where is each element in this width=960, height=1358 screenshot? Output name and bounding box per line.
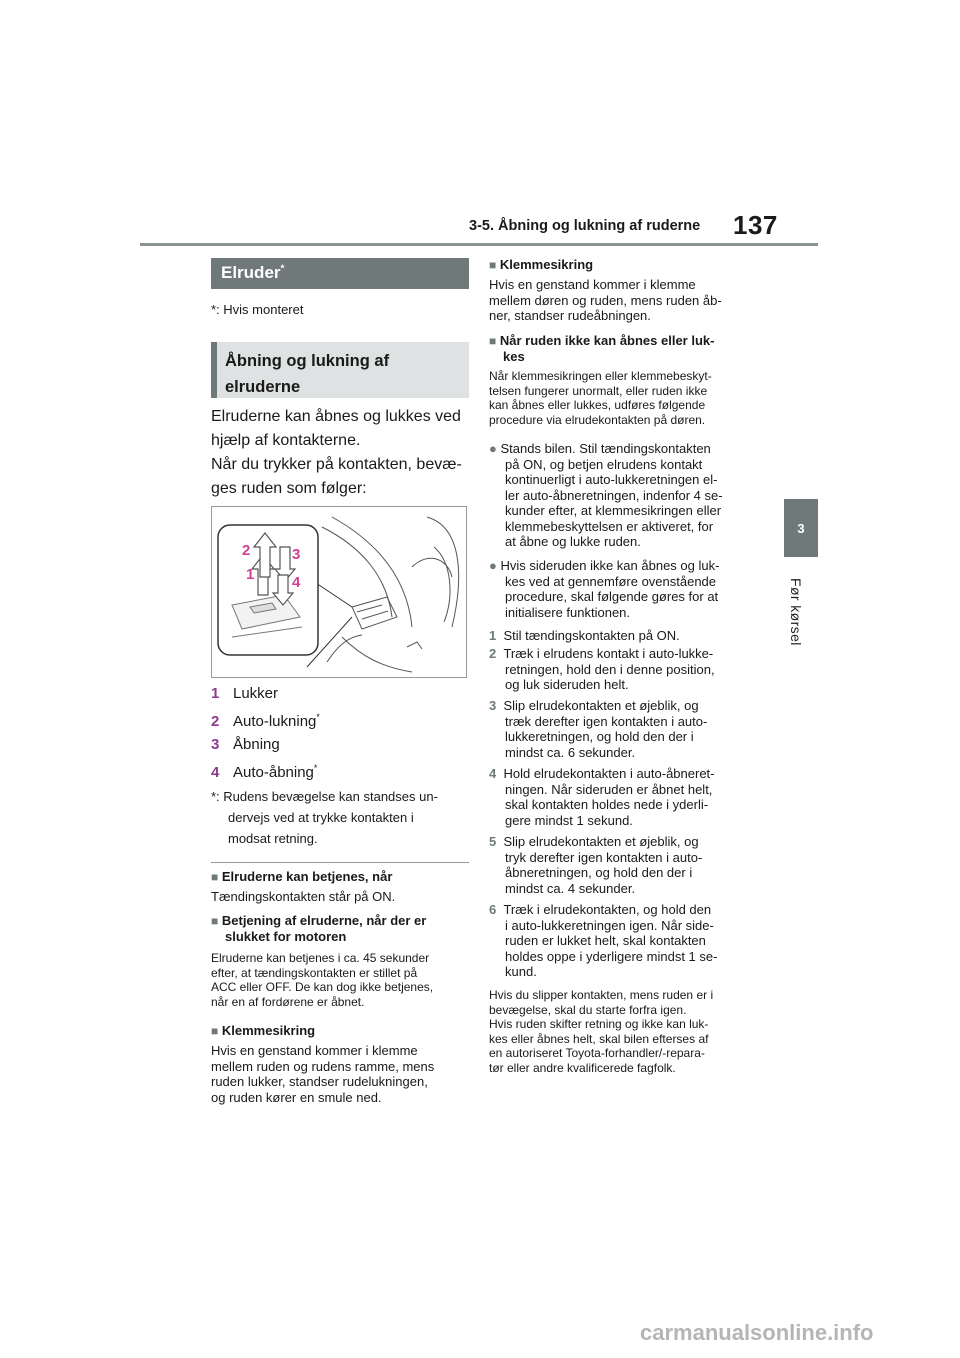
banner-text: Elruder: [221, 263, 281, 282]
legend-number: 2: [211, 713, 220, 730]
body-line: Hvis du slipper kontakten, mens ruden er i: [489, 988, 714, 1002]
step-line: retningen, hold den i denne position,: [505, 661, 715, 677]
figure-label: 1: [246, 566, 255, 583]
square-bullet-icon: ■: [211, 914, 219, 928]
body-line: Hvis ruden skifter retning og ikke kan luk-: [489, 1017, 709, 1031]
step-number: 1: [489, 628, 497, 643]
body-line: kan åbnes eller lukkes, udføres følgende: [489, 398, 706, 412]
bullet-line: klemmebeskyttelsen er aktiveret, for: [505, 518, 714, 534]
bullet-item: [489, 558, 719, 620]
bullet-line: procedure, skal følgende gøres for at: [505, 589, 719, 604]
step-line: træk derefter igen kontakten i auto-: [505, 713, 708, 729]
body-line: procedure via elrudekontakten på døren.: [489, 412, 706, 427]
legend-item: [211, 736, 280, 753]
step-line: kund.: [505, 964, 537, 979]
step-number: 3: [489, 698, 497, 713]
step-line: og luk sideruden helt.: [505, 677, 629, 692]
intro-line: Elruderne kan åbnes og lukkes ved: [211, 408, 461, 425]
legend-text: Lukker: [233, 685, 279, 702]
header-rule: [140, 243, 818, 246]
subheading: Åbning og lukning af elruderne: [225, 352, 390, 396]
figure-label: 3: [292, 546, 301, 563]
legend-note-line: dervejs ved at trykke kontakten i: [228, 810, 414, 825]
watermark: carmanualsonline.info: [640, 1320, 874, 1345]
bullet-line: initialisere funktionen.: [505, 604, 631, 620]
step-item: [489, 902, 717, 980]
legend-number: 4: [211, 764, 220, 781]
legend-star: *: [313, 763, 318, 773]
body-line: tør eller andre kvalificerede fagfolk.: [489, 1060, 676, 1075]
body-line: og ruden kører en smule ned.: [211, 1089, 382, 1105]
step-line: Træk i elrudekontakten, og hold den: [503, 902, 712, 917]
step-line: åbneretningen, og hold den der i: [505, 865, 693, 880]
subsection-heading-text: Klemmesikring: [221, 1023, 316, 1038]
legend-number: 3: [211, 736, 220, 753]
step-line: mindst ca. 4 sekunder.: [505, 880, 636, 896]
step-line: ruden er lukket helt, skal kontakten: [505, 933, 706, 948]
body-line: Hvis en genstand kommer i klemme: [489, 277, 696, 292]
subsection-heading: [211, 913, 426, 944]
subsection-body: [211, 1043, 434, 1105]
step-line: holdes oppe i yderligere mindst 1 se-: [505, 948, 718, 964]
section-banner: [211, 258, 469, 289]
circle-bullet-icon: ●: [489, 558, 497, 573]
window-switch-figure: [211, 506, 467, 678]
intro-line: ges ruden som følger:: [211, 480, 367, 497]
bullet-line: Stands bilen. Stil tændingskontakten: [500, 441, 711, 456]
step-number: 4: [489, 766, 497, 781]
intro-text: [211, 405, 481, 501]
body-line: telsen fungerer unormalt, eller ruden ikke: [489, 383, 708, 398]
body-line: Når klemmesikringen eller klemmebeskyt-: [489, 369, 712, 383]
body-line: ruden lukker, standser rudelukningen,: [211, 1074, 428, 1089]
legend-item: [211, 763, 317, 781]
legend-text: Auto-åbning: [233, 764, 314, 781]
intro-line: Når du trykker på kontakten, bevæ-: [211, 456, 462, 473]
body-line: efter, at tændingskontakten er stillet på: [211, 965, 418, 980]
step-line: mindst ca. 6 sekunder.: [505, 744, 636, 760]
page-number: 137: [733, 210, 778, 240]
legend-note: [211, 786, 438, 849]
subheading-box: [211, 342, 469, 398]
body-line: kes eller åbnes helt, skal bilen efterses af: [489, 1031, 709, 1046]
subsection-body: [489, 369, 712, 427]
square-bullet-icon: ■: [489, 334, 497, 348]
square-bullet-icon: ■: [211, 1024, 219, 1038]
step-line: tryk derefter igen kontakten i auto-: [505, 849, 703, 865]
footnote: *: Hvis monteret: [211, 302, 304, 317]
step-line: Stil tændingskontakten på ON.: [503, 628, 680, 643]
step-item: [489, 766, 715, 828]
bullet-line: ler auto-åbneretningen, indenfor 4 se-: [505, 487, 723, 503]
subsection-body: [489, 277, 722, 324]
legend-text: Auto-lukning: [233, 713, 317, 730]
step-item: [489, 628, 680, 644]
step-item: [489, 646, 715, 693]
body-line: mellem døren og ruden, mens ruden åb-: [489, 292, 722, 308]
bullet-line: kontinuerligt i auto-lukkeretningen el-: [505, 472, 718, 487]
bullet-line: Hvis sideruden ikke kan åbnes og luk-: [500, 558, 720, 573]
legend-text: Åbning: [233, 736, 280, 753]
body-line: bevægelse, skal du starte forfra igen.: [489, 1002, 687, 1017]
square-bullet-icon: ■: [489, 258, 497, 272]
body-line: ner, standser rudeåbningen.: [489, 308, 651, 323]
subsection-heading-text: kes: [503, 349, 525, 364]
step-line: Hold elrudekontakten i auto-åbneret-: [503, 766, 715, 781]
subsection-heading-text: slukket for motoren: [225, 929, 347, 944]
bullet-line: kunder efter, at klemmesikringen eller: [505, 503, 722, 518]
subsection-heading: [211, 1023, 315, 1039]
body-line: Elruderne kan betjenes i ca. 45 sekunder: [211, 951, 430, 965]
square-bullet-icon: ■: [211, 870, 219, 884]
step-number: 5: [489, 834, 497, 849]
step-line: i auto-lukkeretningen igen. Når side-: [505, 917, 714, 933]
subsection-heading-text: Betjening af elruderne, når der er: [221, 913, 427, 928]
bullet-line: på ON, og betjen elrudens kontakt: [505, 456, 703, 472]
legend-item: [211, 685, 278, 702]
step-line: ningen. Når sideruden er åbnet helt,: [505, 781, 713, 797]
step-line: Slip elrudekontakten et øjeblik, og: [503, 698, 699, 713]
subsection-heading-text: Når ruden ikke kan åbnes eller luk-: [499, 333, 715, 348]
chapter-tab: 3: [784, 499, 818, 557]
step-line: Træk i elrudens kontakt i auto-lukke-: [503, 646, 714, 661]
bullet-line: at åbne og lukke ruden.: [505, 534, 641, 549]
body-line: når en af fordørene er åbnet.: [211, 994, 365, 1009]
step-line: gere mindst 1 sekund.: [505, 812, 633, 828]
banner-star: *: [280, 263, 285, 275]
section-divider: [211, 862, 469, 863]
subsection-heading: [489, 257, 593, 273]
step-item: [489, 698, 707, 760]
body-line: en autoriseret Toyota-forhandler/-repara-: [489, 1046, 705, 1060]
circle-bullet-icon: ●: [489, 441, 497, 456]
subsection-heading: [489, 333, 714, 364]
body-line: mellem ruden og rudens ramme, mens: [211, 1058, 435, 1074]
body-line: Hvis en genstand kommer i klemme: [211, 1043, 418, 1058]
subsection-heading: [211, 869, 392, 885]
subsection-heading-text: Klemmesikring: [499, 257, 594, 272]
step-line: skal kontakten holdes nede i yderli-: [505, 797, 709, 812]
legend-note-line: modsat retning.: [228, 831, 318, 846]
bullet-line: kes ved at gennemføre ovenstående: [505, 573, 717, 589]
step-item: [489, 834, 702, 896]
intro-line: hjælp af kontakterne.: [211, 432, 361, 449]
legend-item: [211, 712, 320, 730]
subsection-body: [211, 951, 433, 1009]
figure-label: 2: [242, 542, 251, 559]
closing-note: [489, 988, 713, 1075]
bullet-item: [489, 441, 723, 550]
legend-star: *: [316, 712, 320, 722]
section-title: 3-5. Åbning og lukning af ruderne: [469, 218, 701, 234]
step-number: 2: [489, 646, 497, 661]
step-number: 6: [489, 902, 497, 917]
step-line: lukkeretningen, og hold den der i: [505, 729, 694, 744]
subsection-body: Tændingskontakten står på ON.: [211, 889, 396, 904]
legend-number: 1: [211, 685, 220, 702]
legend-note-line: *: Rudens bevægelse kan standses un-: [211, 789, 438, 804]
subsection-heading-text: Elruderne kan betjenes, når: [221, 869, 393, 884]
figure-label: 4: [292, 574, 301, 591]
step-line: Slip elrudekontakten et øjeblik, og: [503, 834, 699, 849]
body-line: ACC eller OFF. De kan dog ikke betjenes,: [211, 980, 434, 994]
switch-illustration: [212, 507, 466, 677]
chapter-label: Før kørsel: [788, 578, 804, 646]
